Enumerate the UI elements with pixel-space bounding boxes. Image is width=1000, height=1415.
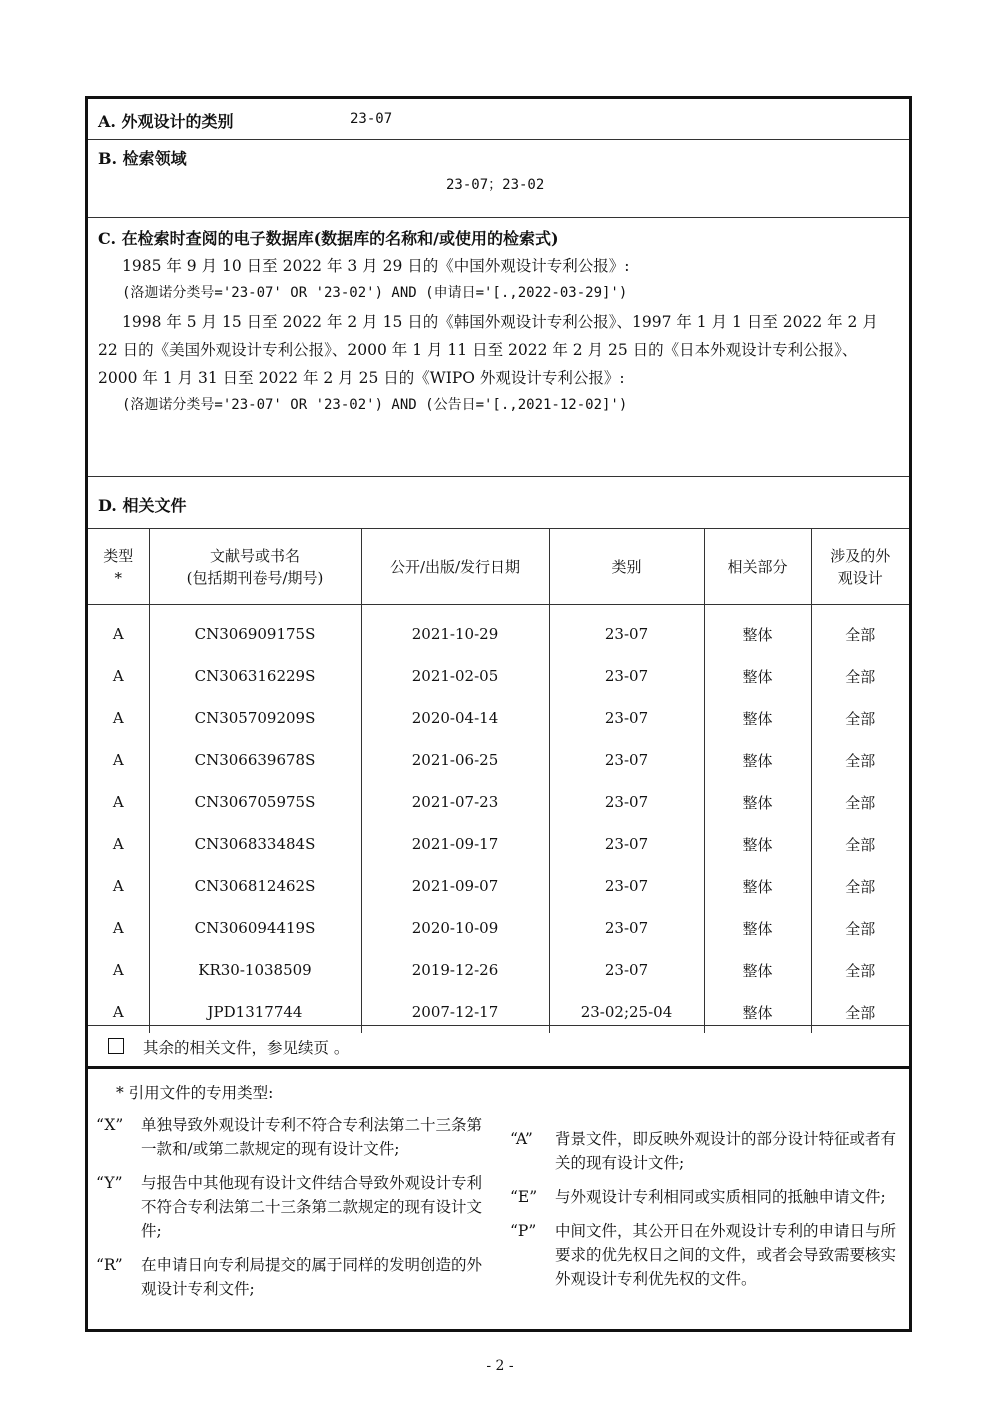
design-class-value: 23-07 (350, 111, 393, 127)
row-type: A (88, 605, 149, 656)
row-class: 23-07 (549, 697, 704, 739)
row-type: A (88, 949, 149, 991)
row-date: 2021-02-05 (361, 655, 549, 697)
row-date: 2007-12-17 (361, 991, 549, 1033)
table-row (88, 697, 909, 739)
legend-entry-y (96, 1171, 486, 1243)
row-date: 2020-10-09 (361, 907, 549, 949)
row-part: 整体 (704, 781, 811, 823)
row-design: 全部 (845, 709, 876, 728)
table-row (88, 907, 909, 949)
legend-key-x: “X” (96, 1116, 124, 1134)
table-row (88, 865, 909, 907)
row-document: JPD1317744 (149, 991, 361, 1033)
table-row (88, 949, 909, 991)
row-class: 23-07 (549, 949, 704, 991)
legend-right-column (510, 1127, 900, 1301)
legend-key-y: “Y” (96, 1174, 123, 1192)
row-design: 全部 (845, 751, 876, 770)
row-part: 整体 (704, 949, 811, 991)
legend-title: * 引用文件的专用类型: (116, 1084, 274, 1102)
search-query-cn: (洛迦诺分类号='23-07' OR '23-02') AND (申请日='[.,2022-03-29]') (122, 285, 628, 301)
legend-text-a: 背景文件，即反映外观设计的部分设计特征或者有关的现有设计文件; (555, 1130, 897, 1172)
section-a-label: A. 外观设计的类别 (98, 112, 234, 131)
row-document: CN305709209S (149, 697, 361, 739)
row-design: 全部 (845, 835, 876, 854)
section-a (88, 99, 909, 140)
row-class: 23-07 (549, 781, 704, 823)
header-part: 相关部分 (704, 529, 811, 605)
row-type: A (88, 697, 149, 739)
header-date: 公开/出版/发行日期 (361, 529, 549, 605)
legend-key-p: “P” (510, 1222, 537, 1240)
legend-text-x: 单独导致外观设计专利不符合专利法第二十三条第一款和/或第二款规定的现有设计文件; (141, 1116, 483, 1158)
section-d-header (88, 477, 909, 529)
row-part: 整体 (704, 655, 811, 697)
row-date: 2021-10-29 (361, 605, 549, 656)
row-date: 2021-09-07 (361, 865, 549, 907)
row-date: 2021-06-25 (361, 739, 549, 781)
row-class: 23-07 (549, 823, 704, 865)
section-b-label: B. 检索领域 (98, 149, 187, 168)
table-row (88, 781, 909, 823)
row-part: 整体 (704, 991, 811, 1033)
page-number: - 2 - (486, 1358, 514, 1374)
row-document: CN306639678S (149, 739, 361, 781)
legend-entry-a (510, 1127, 900, 1175)
row-document: KR30-1038509 (149, 949, 361, 991)
row-document: CN306316229S (149, 655, 361, 697)
table-header-row (88, 529, 909, 605)
search-field-value: 23-07；23-02 (446, 177, 545, 193)
table-row (88, 605, 909, 656)
legend-key-a: “A” (510, 1130, 533, 1148)
header-document: 文献号或书名 (包括期刊卷号/期号) (149, 529, 361, 605)
legend-key-e: “E” (510, 1188, 538, 1206)
row-part: 整体 (704, 605, 811, 656)
database-cn-range: 1985 年 9 月 10 日至 2022 年 3 月 29 日的《中国外观设计专利公报》: (122, 257, 630, 275)
legend-text-e: 与外观设计专利相同或实质相同的抵触申请文件; (555, 1188, 886, 1206)
remaining-documents-text: 其余的相关文件，参见续页 。 (143, 1039, 350, 1057)
row-part: 整体 (704, 739, 811, 781)
row-design: 全部 (845, 961, 876, 980)
table-row (88, 739, 909, 781)
header-class: 类别 (549, 529, 704, 605)
database-foreign-line1: 1998 年 5 月 15 日至 2022 年 2 月 15 日的《韩国外观设计专利公报》、1997 年 1 月 1 日至 2022 年 2 月 (122, 313, 878, 331)
row-class: 23-07 (549, 739, 704, 781)
legend-entry-e (510, 1185, 900, 1209)
search-query-foreign: (洛迦诺分类号='23-07' OR '23-02') AND (公告日='[.,2021-12-02]') (122, 397, 628, 413)
row-type: A (88, 781, 149, 823)
row-type: A (88, 655, 149, 697)
row-date: 2020-04-14 (361, 697, 549, 739)
row-type: A (88, 991, 149, 1033)
remaining-documents-checkbox[interactable] (108, 1038, 124, 1054)
row-part: 整体 (704, 907, 811, 949)
legend-entry-r (96, 1253, 486, 1301)
table-row (88, 823, 909, 865)
legend-key-r: “R” (96, 1256, 123, 1274)
related-documents-table (88, 529, 909, 1033)
header-type: 类型 * (88, 529, 149, 605)
row-type: A (88, 865, 149, 907)
search-report-frame (85, 96, 912, 1332)
row-document: CN306812462S (149, 865, 361, 907)
header-design: 涉及的外 观设计 (811, 529, 909, 605)
row-class: 23-07 (549, 605, 704, 656)
legend-text-y: 与报告中其他现有设计文件结合导致外观设计专利不符合专利法第二十三条第二款规定的现有设计文件; (141, 1174, 483, 1240)
row-date: 2019-12-26 (361, 949, 549, 991)
row-class: 23-07 (549, 655, 704, 697)
row-design: 全部 (845, 877, 876, 896)
row-part: 整体 (704, 823, 811, 865)
table-row (88, 655, 909, 697)
database-foreign-line3: 2000 年 1 月 31 日至 2022 年 2 月 25 日的《WIPO 外观设计专利公报》: (98, 369, 625, 387)
section-d-label: D. 相关文件 (98, 496, 187, 515)
section-c (88, 218, 909, 477)
row-design: 全部 (845, 793, 876, 812)
row-document: CN306705975S (149, 781, 361, 823)
row-design: 全部 (845, 667, 876, 686)
row-part: 整体 (704, 865, 811, 907)
legend-text-r: 在申请日向专利局提交的属于同样的发明创造的外观设计专利文件; (141, 1256, 483, 1298)
section-b (88, 140, 909, 218)
legend-left-column (96, 1113, 486, 1311)
row-date: 2021-07-23 (361, 781, 549, 823)
legend-text-p: 中间文件，其公开日在外观设计专利的申请日与所要求的优先权日之间的文件，或者会导致需要核实外观设计专利优先权的文件。 (555, 1222, 897, 1288)
row-document: CN306909175S (149, 605, 361, 656)
row-part: 整体 (704, 697, 811, 739)
row-design: 全部 (845, 919, 876, 938)
section-c-label: C. 在检索时查阅的电子数据库(数据库的名称和/或使用的检索式) (98, 229, 559, 248)
database-foreign-line2: 22 日的《美国外观设计专利公报》、2000 年 1 月 11 日至 2022 年 2 月 25 日的《日本外观设计专利公报》、 (98, 341, 858, 359)
row-type: A (88, 823, 149, 865)
row-class: 23-07 (549, 865, 704, 907)
row-class: 23-07 (549, 907, 704, 949)
remaining-documents-row (88, 1025, 909, 1069)
row-document: CN306094419S (149, 907, 361, 949)
row-design: 全部 (845, 1003, 876, 1022)
legend-entry-p (510, 1219, 900, 1291)
row-class: 23-02;25-04 (549, 991, 704, 1033)
row-date: 2021-09-17 (361, 823, 549, 865)
row-design: 全部 (845, 625, 876, 644)
row-document: CN306833484S (149, 823, 361, 865)
row-type: A (88, 907, 149, 949)
row-type: A (88, 739, 149, 781)
legend-entry-x (96, 1113, 486, 1161)
